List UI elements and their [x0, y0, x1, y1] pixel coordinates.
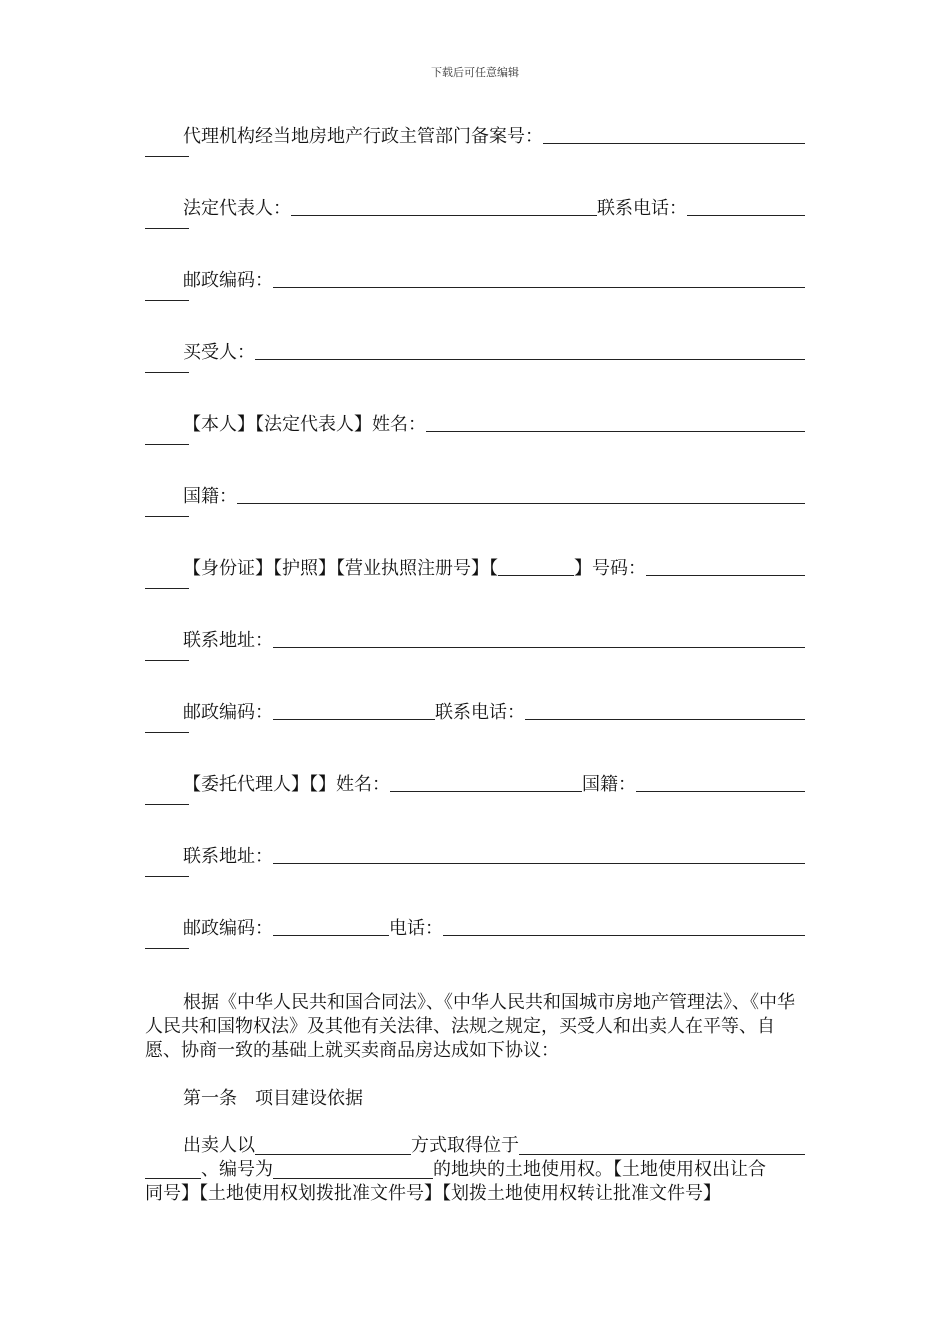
- phone2-blank[interactable]: [525, 701, 805, 720]
- address1-label: 联系地址：: [183, 630, 273, 651]
- phone2-label: 联系电话：: [435, 702, 525, 723]
- agency-record-blank[interactable]: [543, 125, 805, 144]
- article1-text-b: 方式取得位于: [411, 1135, 519, 1156]
- buyer-blank-continuation[interactable]: [145, 372, 189, 373]
- legal-basis-text: 根据《中华人民共和国合同法》、《中华人民共和国城市房地产管理法》、《中华人民共和国物权法》及其他有关法律、法规之规定，买受人和出卖人在平等、自愿、协商一致的基础上就买卖商品房达成如下协议：: [145, 992, 795, 1061]
- article1-text-e: 同号】【土地使用权划拨批准文件号】【划拨土地使用权转让批准文件号】: [145, 1183, 721, 1204]
- buyer-name-field: [145, 408, 805, 488]
- article1-text-a: 出卖人以: [183, 1135, 255, 1156]
- postcode3-field: [145, 912, 805, 992]
- article1-title: 第一条 项目建设依据: [183, 1088, 363, 1109]
- nationality-blank-continuation[interactable]: [145, 516, 189, 517]
- legal-rep-phone-blank-continuation[interactable]: [145, 228, 189, 229]
- nationality-field: [145, 480, 805, 560]
- plot-number-blank[interactable]: [273, 1160, 433, 1179]
- article1-text-d: 的地块的土地使用权。【土地使用权出让合: [433, 1159, 766, 1180]
- id-type-label: 【身份证】【护照】【营业执照注册号】【: [183, 558, 498, 579]
- page-header: 下载后可任意编辑: [431, 66, 519, 79]
- agency-record-field: [145, 120, 805, 200]
- phone3-blank[interactable]: [443, 917, 805, 936]
- phone3-blank-continuation[interactable]: [145, 948, 189, 949]
- article1-text-c: 、编号为: [201, 1159, 273, 1180]
- address1-blank[interactable]: [273, 629, 805, 648]
- legal-rep-label: 法定代表人：: [183, 198, 291, 219]
- phone3-label: 电话：: [389, 918, 443, 939]
- id-number-blank-continuation[interactable]: [145, 588, 189, 589]
- agent-nationality-blank-continuation[interactable]: [145, 804, 189, 805]
- postcode3-label: 邮政编码：: [183, 918, 273, 939]
- id-number-label: 】号码：: [574, 558, 646, 579]
- agent-nationality-label: 国籍：: [582, 774, 636, 795]
- article1-heading: [145, 1087, 805, 1111]
- legal-rep-field: [145, 192, 805, 272]
- postcode2-field: [145, 696, 805, 776]
- phone2-blank-continuation[interactable]: [145, 732, 189, 733]
- legal-rep-phone-label: 联系电话：: [597, 198, 687, 219]
- buyer-blank[interactable]: [255, 341, 805, 360]
- postcode1-field: [145, 264, 805, 344]
- agent-nationality-blank[interactable]: [636, 773, 805, 792]
- agent-field: [145, 768, 805, 848]
- article1-body: [145, 1134, 805, 1206]
- postcode3-blank[interactable]: [273, 917, 389, 936]
- address2-blank[interactable]: [273, 845, 805, 864]
- id-type-other-blank[interactable]: [498, 557, 574, 576]
- postcode1-label: 邮政编码：: [183, 270, 273, 291]
- legal-rep-blank[interactable]: [291, 197, 597, 216]
- buyer-label: 买受人：: [183, 342, 255, 363]
- buyer-name-blank-continuation[interactable]: [145, 444, 189, 445]
- postcode2-blank[interactable]: [273, 701, 435, 720]
- postcode2-label: 邮政编码：: [183, 702, 273, 723]
- id-number-blank[interactable]: [646, 557, 805, 576]
- address2-label: 联系地址：: [183, 846, 273, 867]
- address1-blank-continuation[interactable]: [145, 660, 189, 661]
- acquire-method-blank[interactable]: [255, 1136, 411, 1155]
- address2-field: [145, 840, 805, 920]
- agent-name-blank[interactable]: [390, 773, 582, 792]
- address2-blank-continuation[interactable]: [145, 876, 189, 877]
- address1-field: [145, 624, 805, 704]
- agency-record-label: 代理机构经当地房地产行政主管部门备案号：: [183, 126, 543, 147]
- nationality-blank[interactable]: [237, 485, 805, 504]
- land-location-blank-continuation[interactable]: [145, 1160, 201, 1179]
- legal-rep-phone-blank[interactable]: [687, 197, 805, 216]
- buyer-field: [145, 336, 805, 416]
- postcode1-blank-continuation[interactable]: [145, 300, 189, 301]
- legal-basis-paragraph: [145, 991, 805, 1063]
- agent-name-label: 【委托代理人】【】姓名：: [183, 774, 390, 795]
- agency-record-blank-continuation[interactable]: [145, 156, 189, 157]
- land-location-blank[interactable]: [519, 1136, 805, 1155]
- nationality-label: 国籍：: [183, 486, 237, 507]
- postcode1-blank[interactable]: [273, 269, 805, 288]
- buyer-name-blank[interactable]: [426, 413, 805, 432]
- buyer-name-label: 【本人】【法定代表人】姓名：: [183, 414, 426, 435]
- id-number-field: [145, 552, 805, 632]
